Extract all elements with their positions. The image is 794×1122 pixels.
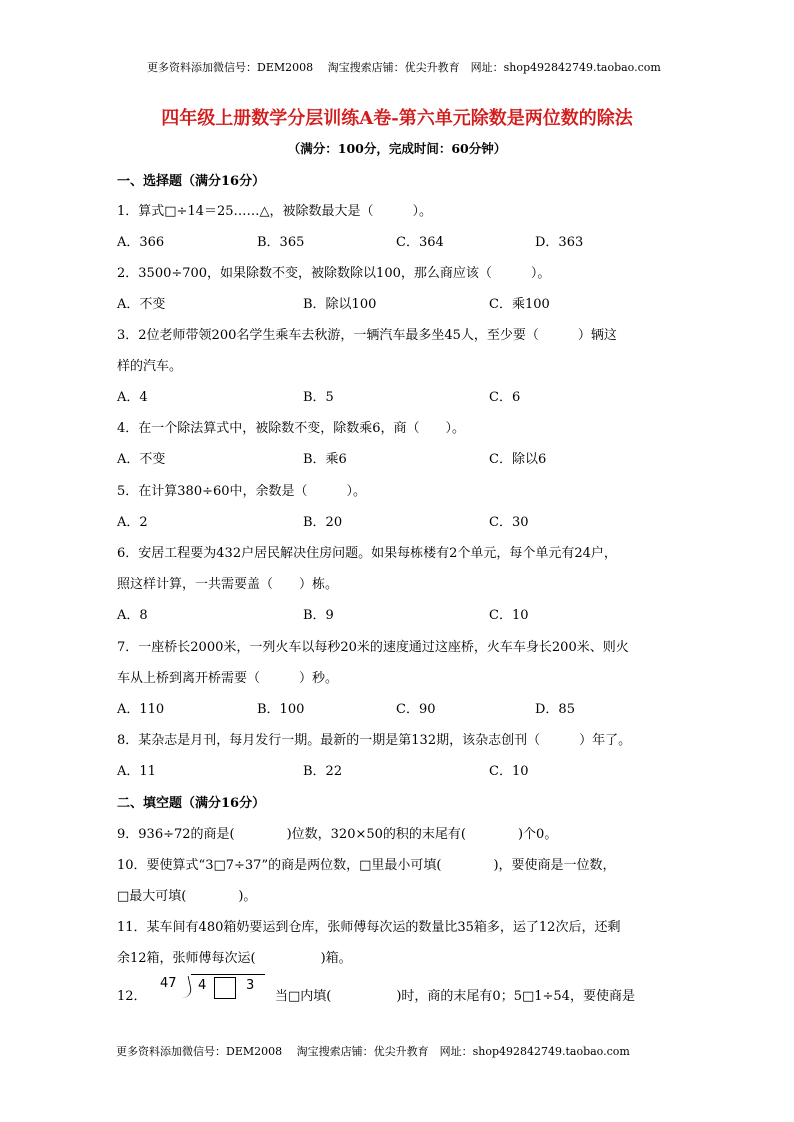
q5-option-b: B．20 <box>303 515 343 530</box>
q2-option-a: A．不变 <box>117 297 166 312</box>
q4-option-c: C．除以6 <box>489 452 547 467</box>
q1-option-b: B．365 <box>257 235 305 250</box>
dividend-last-digit: 3 <box>246 978 255 993</box>
question-7-line-2: 车从上桥到离开桥需要（ ）秒。 <box>117 671 339 686</box>
section-choice-heading: 一、选择题（满分16分） <box>117 174 266 189</box>
question-7-line-1: 7．一座桥长2000米，一列火车以每秒20米的速度通过这座桥，火车车身长200米、则火 <box>117 640 629 655</box>
q3-option-a: A．4 <box>117 390 148 405</box>
question-5: 5．在计算380÷60中，余数是（ ）。 <box>117 484 367 499</box>
question-1: 1．算式□÷14＝25……△，被除数最大是（ ）。 <box>117 204 433 219</box>
question-6-line-1: 6．安居工程要为432户居民解决住房问题。如果每栋楼有2个单元，每个单元有24户， <box>117 546 617 561</box>
q4-option-a: A．不变 <box>117 452 166 467</box>
q3-option-b: B．5 <box>303 390 334 405</box>
q5-option-c: C．30 <box>489 515 529 530</box>
q2-option-c: C．乘100 <box>489 297 550 312</box>
question-2: 2．3500÷700，如果除数不变，被除数除以100，那么商应该（ ）。 <box>117 266 551 281</box>
blank-box <box>214 977 236 999</box>
page-footer: 更多资料添加微信号：DEM2008 淘宝搜索店铺：优尖升教育 网址：shop492842749.taobao.com <box>116 1045 630 1058</box>
q7-option-c: C．90 <box>396 702 436 717</box>
q3-option-c: C．6 <box>489 390 521 405</box>
section-fill-heading: 二、填空题（满分16分） <box>117 796 266 811</box>
q2-option-b: B．除以100 <box>303 297 377 312</box>
question-8: 8．某杂志是月刊，每月发行一期。最新的一期是第132期，该杂志创刊（ ）年了。 <box>117 733 632 748</box>
question-3-line-1: 3．2位老师带领200名学生乘车去秋游，一辆汽车最多坐45人，至少要（ ）辆这 <box>117 328 617 343</box>
q5-option-a: A．2 <box>117 515 148 530</box>
division-bracket <box>178 976 194 998</box>
question-11-line-2: 余12箱，张师傅每次运( )箱。 <box>117 951 352 966</box>
question-4: 4．在一个除法算式中，被除数不变，除数乘6，商（ ）。 <box>117 421 466 436</box>
divisor: 47 <box>160 976 177 991</box>
division-bar <box>191 974 265 975</box>
q8-option-c: C．10 <box>489 764 529 779</box>
q7-option-b: B．100 <box>257 702 305 717</box>
page-title: 四年级上册数学分层训练A卷-第六单元除数是两位数的除法 <box>161 108 633 129</box>
q1-option-d: D．363 <box>535 235 584 250</box>
q1-option-a: A．366 <box>117 235 165 250</box>
page-header: 更多资料添加微信号：DEM2008 淘宝搜索店铺：优尖升教育 网址：shop492842749.taobao.com <box>147 61 661 74</box>
question-6-line-2: 照这样计算，一共需要盖（ ）栋。 <box>117 577 339 592</box>
q6-option-c: C．10 <box>489 608 529 623</box>
q8-option-a: A．11 <box>117 764 156 779</box>
question-11-line-1: 11．某车间有480箱奶要运到仓库，张师傅每次运的数量比35箱多，运了12次后，还剩 <box>117 920 621 935</box>
q4-option-b: B．乘6 <box>303 452 347 467</box>
page-subtitle: （满分：100分，完成时间：60分钟） <box>287 141 507 156</box>
q8-option-b: B．22 <box>303 764 343 779</box>
question-3-line-2: 样的汽车。 <box>117 359 183 374</box>
q7-option-d: D．85 <box>535 702 575 717</box>
q1-option-c: C．364 <box>396 235 444 250</box>
question-9: 9．936÷72的商是( )位数，320×50的积的末尾有( )个0。 <box>117 827 558 842</box>
question-10-line-2: □最大可填( )。 <box>117 889 257 904</box>
q6-option-b: B．9 <box>303 608 334 623</box>
q7-option-a: A．110 <box>117 702 165 717</box>
q6-option-a: A．8 <box>117 608 148 623</box>
question-12-number: 12． <box>117 989 147 1004</box>
dividend-first-digit: 4 <box>198 978 207 993</box>
long-division-figure <box>160 970 270 1004</box>
question-10-line-1: 10．要使算式“3□7÷37”的商是两位数，□里最小可填( )，要使商是一位数， <box>117 858 616 873</box>
question-12-text: 当□内填( )时，商的末尾有0；5□1÷54，要使商是 <box>275 989 635 1004</box>
